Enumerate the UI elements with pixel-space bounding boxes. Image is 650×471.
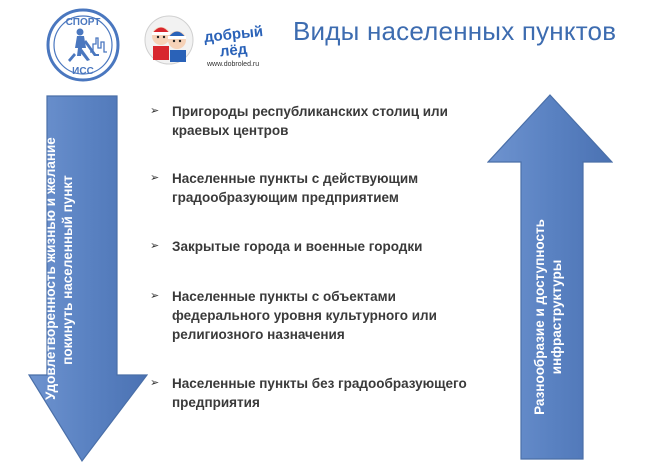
arrowhead-bullet-icon: ➢ [150, 377, 160, 389]
right-arrow-label [531, 192, 567, 442]
list-item-line: предприятия [172, 395, 260, 410]
list-item-line: Закрытые города и военные городки [172, 239, 423, 254]
arrowhead-bullet-icon: ➢ [150, 105, 160, 117]
list-item-line: Населенные пункты без градообразующего [172, 376, 467, 391]
page-title: Виды населенных пунктов [293, 16, 617, 46]
list-item-line: краевых центров [172, 123, 289, 138]
list-item-line: федерального уровня культурного или [172, 308, 437, 323]
right-arrow-label-line1: Разнообразие и доступность [532, 219, 547, 415]
right-arrow-label-line2: инфраструктуры [549, 259, 564, 375]
list-item-line: градообразующим предприятием [172, 190, 399, 205]
list-item [150, 237, 512, 256]
left-arrow-label-line1: Удовлетворенность жизнью и желание [43, 137, 58, 400]
logo-url: www.dobroled.ru [207, 61, 260, 68]
list-item [150, 169, 512, 207]
arrowhead-bullet-icon: ➢ [150, 172, 160, 184]
left-arrow-label-line2: покинуть населенный пункт [60, 175, 75, 365]
left-arrow-label [42, 137, 78, 400]
sport-logo-top-text: СПОРТ [65, 17, 101, 28]
kids-mascot-icon [145, 16, 193, 64]
list-item-line: Населенные пункты с объектами [172, 289, 396, 304]
dobryi-logo-word2: лёд [219, 40, 249, 61]
arrowhead-bullet-icon: ➢ [150, 290, 160, 302]
list-item [150, 102, 512, 140]
list-item-line: Пригороды республиканских столиц или [172, 104, 448, 119]
list-item [150, 374, 512, 412]
list-item-line: Населенные пункты с действующим [172, 171, 419, 186]
list-item-line: религиозного назначения [172, 327, 345, 342]
sport-logo-bottom-text: ИСС [72, 66, 94, 77]
list-item [150, 287, 512, 344]
arrowhead-bullet-icon: ➢ [150, 240, 160, 252]
sport-iss-logo [46, 8, 120, 82]
dobryi-logo-word1: добрый [203, 22, 264, 47]
